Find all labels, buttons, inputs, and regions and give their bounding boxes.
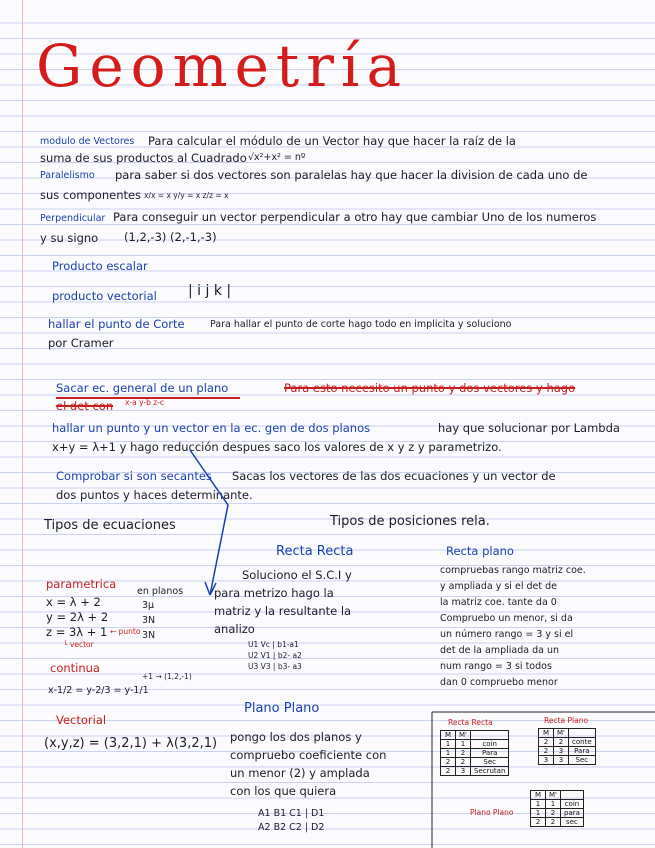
plano-struck-2: el det con [56, 399, 114, 413]
table-cell: 1 [531, 809, 546, 818]
tipos-posiciones-heading: Tipos de posiciones rela. [330, 514, 490, 529]
parametrica-label: parametrica [46, 577, 117, 591]
table-cell: 3 [554, 756, 569, 765]
plano-plano-line-4: con los que quiera [230, 784, 337, 798]
paralelismo-term: Paralelismo [40, 170, 95, 181]
vectorial-label: Vectorial [56, 713, 107, 727]
secantes-text-2: dos puntos y haces determinante. [56, 488, 253, 502]
table-cell: 1 [456, 740, 471, 749]
perpendicular-text: Para conseguir un vector perpendicular a otro hay que cambiar Uno de los numeros [113, 210, 597, 224]
table-cell: 2 [456, 758, 471, 767]
table-header: M [531, 791, 546, 800]
table-cell: 1 [441, 749, 456, 758]
paralelismo-formula: x/x = x y/y = x z/z = x [144, 191, 229, 200]
paralelismo-text-2: sus componentes [40, 188, 142, 202]
plano-plano-line-1: pongo los dos planos y [230, 730, 362, 744]
producto-escalar: Producto escalar [52, 259, 148, 273]
table-cell: 2 [441, 767, 456, 776]
plano-plano-matrix-1: A1 B1 C1 | D1 [258, 808, 325, 819]
table-header: M [441, 731, 456, 740]
plano-plano-line-3: un menor (2) y amplada [230, 766, 370, 780]
margin-line [22, 0, 23, 848]
table-plano-plano [530, 790, 584, 827]
table-cell: para [561, 809, 584, 818]
parametrica-val-1: 3μ [142, 600, 155, 611]
modulo-text: Para calcular el módulo de un Vector hay que hacer la raíz de la [148, 134, 516, 148]
table-cell: 1 [441, 740, 456, 749]
table-row [531, 818, 584, 827]
table-cell: 2 [539, 738, 554, 747]
table-cell: 3 [456, 767, 471, 776]
plano-formula: x-a y-b z-c [125, 398, 165, 407]
table-header: M [539, 729, 554, 738]
corte-text-2: por Cramer [48, 336, 114, 350]
table-cell: 3 [539, 756, 554, 765]
modulo-formula: √x²+x² = nº [248, 152, 306, 163]
table-recta-recta-title: Recta Recta [448, 718, 493, 727]
recta-recta-matrix-2: U2 V1 | b2- a2 [248, 651, 302, 660]
plano-plano-matrix-2: A2 B2 C2 | D2 [258, 822, 325, 833]
perpendicular-example: (1,2,-3) (2,-1,-3) [124, 230, 217, 244]
ec-gen-term: hallar un punto y un vector en la ec. gen de dos planos [52, 421, 371, 435]
table-row [539, 756, 596, 765]
producto-vectorial-term: producto vectorial [52, 289, 157, 303]
parametrica-x: x = λ + 2 [46, 595, 101, 609]
page-title: Geometría [36, 32, 409, 100]
table-row [531, 809, 584, 818]
table-cell: 2 [546, 818, 561, 827]
table-cell: Secrutan [471, 767, 509, 776]
table-cell: 1 [531, 800, 546, 809]
table-cell: 2 [456, 749, 471, 758]
corte-term: hallar el punto de Corte [48, 317, 185, 331]
table-header: M' [456, 731, 471, 740]
parametrica-punto: ← punto [110, 627, 141, 636]
recta-plano-label: Recta plano [446, 544, 514, 558]
vectorial-eq: (x,y,z) = (3,2,1) + λ(3,2,1) [44, 736, 218, 751]
table-recta-recta [440, 730, 509, 776]
table-cell: Sec [569, 756, 596, 765]
plano-plano-line-2: compruebo coeficiente con [230, 748, 387, 762]
table-cell: 2 [546, 809, 561, 818]
parametrica-val-3: 3N [142, 630, 156, 641]
recta-recta-line-4: analizo [214, 622, 255, 636]
table-header [561, 791, 584, 800]
recta-plano-line-4: Compruebo un menor, si da [440, 613, 573, 624]
table-header: M' [546, 791, 561, 800]
plano-plano-label: Plano Plano [244, 701, 320, 716]
recta-recta-label: Recta Recta [276, 544, 354, 559]
table-cell: Para [569, 747, 596, 756]
table-row [441, 758, 509, 767]
table-recta-plano-title: Recta Plano [544, 716, 589, 725]
recta-plano-line-3: la matriz coe. tante da 0 [440, 597, 557, 608]
recta-plano-line-8: dan 0 compruebo menor [440, 677, 558, 688]
table-header: M' [554, 729, 569, 738]
ec-gen-text: hay que solucionar por Lambda [438, 421, 620, 435]
table-plano-plano-title: Plano Plano [470, 808, 514, 817]
table-row [531, 800, 584, 809]
parametrica-z: z = 3λ + 1 [46, 625, 108, 639]
secantes-term: Comprobar si son secantes [56, 469, 212, 483]
secantes-text: Sacas los vectores de las dos ecuaciones y un vector de [232, 469, 556, 483]
table-cell: coin [471, 740, 509, 749]
table-row [441, 740, 509, 749]
perpendicular-term: Perpendicular [40, 213, 106, 224]
recta-recta-matrix-1: U1 Vc | b1-a1 [248, 640, 299, 649]
table-cell: 2 [531, 818, 546, 827]
table-cell: 3 [554, 747, 569, 756]
recta-plano-line-1: compruebas rango matriz coe. [440, 565, 586, 576]
perpendicular-text-2: y su signo [40, 231, 99, 245]
parametrica-note: en planos [137, 586, 184, 597]
table-cell: 1 [546, 800, 561, 809]
ec-gen-text-2: x+y = λ+1 y hago reducción despues saco los valores de x y z y parametrizo. [52, 440, 502, 454]
recta-plano-line-2: y ampliada y si el det de [440, 581, 557, 592]
recta-plano-line-5: un número rango = 3 y si el [440, 629, 574, 640]
table-row [441, 767, 509, 776]
paralelismo-text: para saber si dos vectores son paralelas hay que hacer la division de cada uno de [115, 168, 588, 182]
table-cell: conte [569, 738, 596, 747]
table-cell: Para [471, 749, 509, 758]
plano-term: Sacar ec. general de un plano [56, 381, 229, 395]
table-cell: coin [561, 800, 584, 809]
table-row [539, 747, 596, 756]
parametrica-val-2: 3N [142, 615, 156, 626]
recta-recta-line-2: para metrizo hago la [214, 586, 334, 600]
continua-eq: x-1/2 = y-2/3 = y-1/1 [48, 685, 149, 696]
table-cell: 2 [441, 758, 456, 767]
plano-struck: Para esto necesito un punto y dos vectores y hago [284, 381, 576, 395]
parametrica-vector: └ vector [63, 640, 94, 649]
table-cell: 2 [554, 738, 569, 747]
table-recta-plano [538, 728, 596, 765]
recta-recta-line-3: matriz y la resultante la [214, 604, 352, 618]
table-header [569, 729, 596, 738]
parametrica-y: y = 2λ + 2 [46, 610, 109, 624]
table-row [441, 749, 509, 758]
table-cell: Sec [471, 758, 509, 767]
tipos-ecuaciones-heading: Tipos de ecuaciones [44, 518, 176, 533]
recta-recta-matrix-3: U3 V3 | b3- a3 [248, 662, 302, 671]
continua-label: continua [50, 661, 100, 675]
table-row [539, 738, 596, 747]
continua-note: +1 → (1,2,-1) [142, 672, 192, 681]
table-cell: sec [561, 818, 584, 827]
table-header [471, 731, 509, 740]
modulo-text-2: suma de sus productos al Cuadrado [40, 151, 247, 165]
corte-text: Para hallar el punto de corte hago todo en implicita y soluciono [210, 319, 512, 330]
recta-plano-line-6: det de la ampliada da un [440, 645, 559, 656]
producto-vectorial-matrix: | i j k | [188, 283, 232, 299]
recta-plano-line-7: num rango = 3 si todos [440, 661, 552, 672]
table-cell: 2 [539, 747, 554, 756]
recta-recta-line-1: Soluciono el S.C.I y [242, 568, 352, 582]
modulo-term: modulo de Vectores [40, 136, 135, 147]
